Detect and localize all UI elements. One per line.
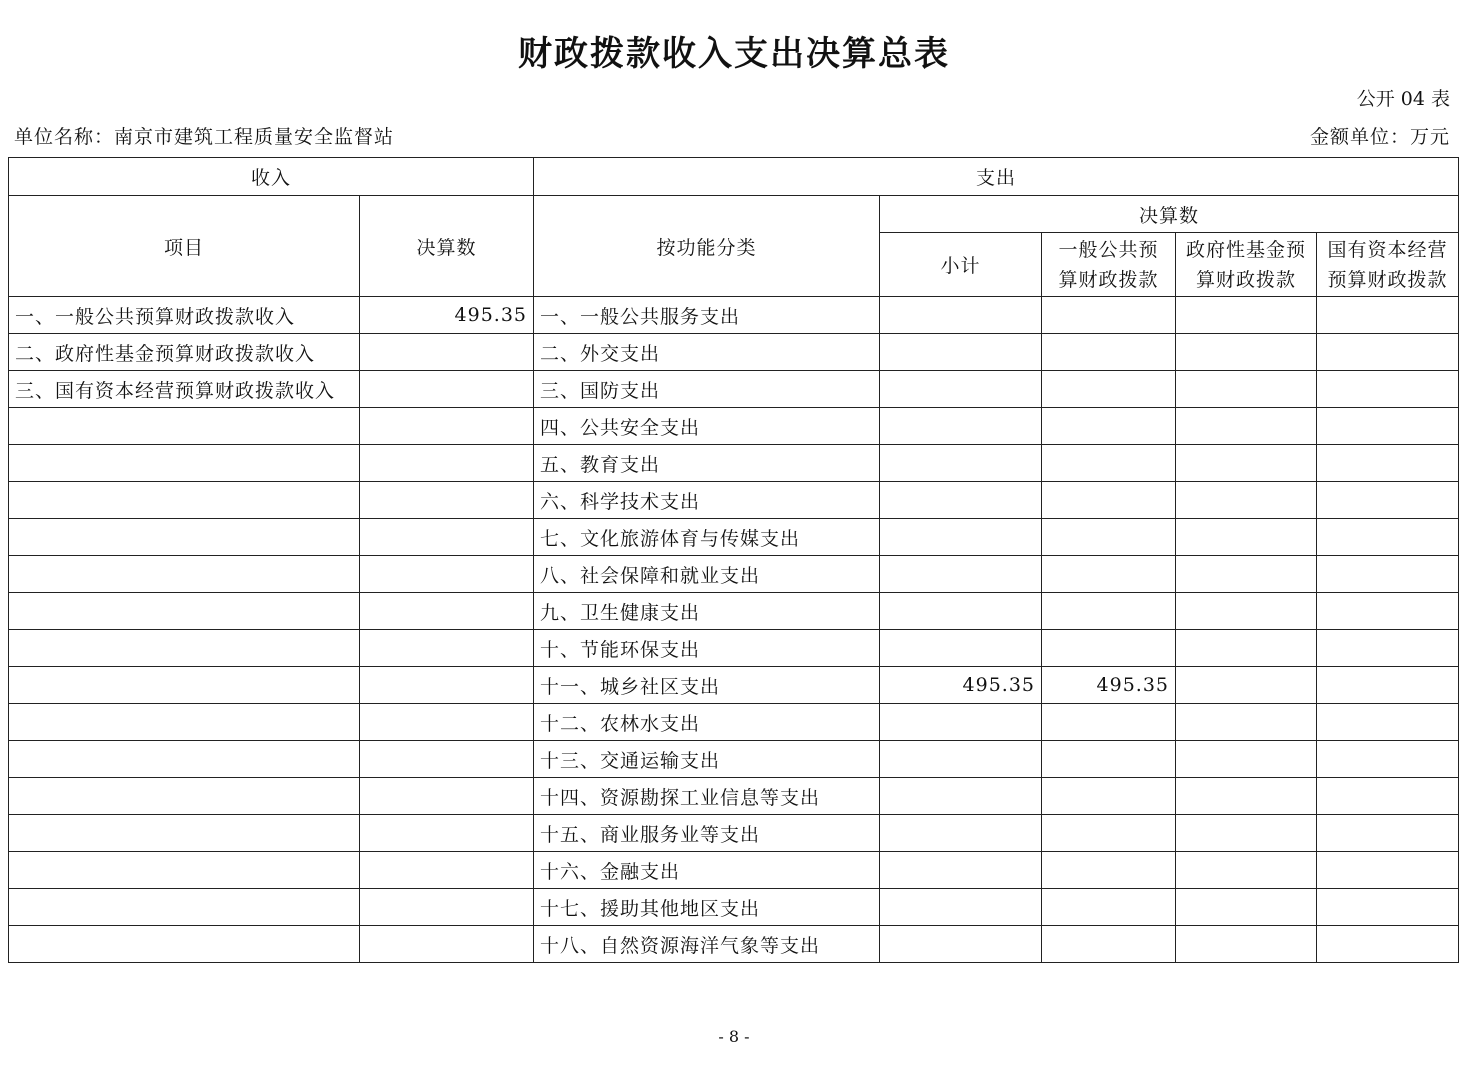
subtotal-cell: 495.35 <box>880 667 1042 704</box>
state-capital-cell <box>1317 334 1459 371</box>
state-capital-cell <box>1317 297 1459 334</box>
subtotal-cell <box>880 334 1042 371</box>
income-item-cell <box>9 852 360 889</box>
subtotal-header: 小计 <box>880 233 1042 297</box>
state-capital-header <box>1317 233 1459 297</box>
subtotal-cell <box>880 445 1042 482</box>
gov-fund-cell <box>1176 926 1317 963</box>
gov-fund-header-line1: 政府性基金预 <box>1186 238 1307 261</box>
income-item-cell <box>9 630 360 667</box>
income-header: 收入 <box>9 158 534 196</box>
income-amount-cell <box>360 334 534 371</box>
gov-fund-cell <box>1176 556 1317 593</box>
income-amount-cell: 495.35 <box>360 297 534 334</box>
general-budget-cell <box>1042 482 1176 519</box>
subtotal-cell <box>880 593 1042 630</box>
expense-item-cell: 二、外交支出 <box>534 334 880 371</box>
income-amount-cell <box>360 519 534 556</box>
subtotal-cell <box>880 926 1042 963</box>
expense-item-cell: 十五、商业服务业等支出 <box>534 815 880 852</box>
state-capital-cell <box>1317 519 1459 556</box>
gov-fund-cell <box>1176 593 1317 630</box>
money-unit: 金额单位：万元 <box>1309 126 1450 148</box>
income-item-cell <box>9 408 360 445</box>
general-budget-cell <box>1042 630 1176 667</box>
form-number: 公开 04 表 <box>1356 88 1450 110</box>
income-item-cell <box>9 778 360 815</box>
table-row <box>9 556 1459 593</box>
table-row <box>9 852 1459 889</box>
income-amount-cell <box>360 741 534 778</box>
general-budget-cell <box>1042 889 1176 926</box>
income-item-cell <box>9 556 360 593</box>
state-capital-cell <box>1317 556 1459 593</box>
subtotal-cell <box>880 815 1042 852</box>
income-amount-cell <box>360 630 534 667</box>
gov-fund-cell <box>1176 630 1317 667</box>
state-capital-cell <box>1317 741 1459 778</box>
gov-fund-cell <box>1176 519 1317 556</box>
state-capital-cell <box>1317 815 1459 852</box>
table-row <box>9 445 1459 482</box>
expense-item-cell: 十六、金融支出 <box>534 852 880 889</box>
general-budget-cell <box>1042 852 1176 889</box>
item-header: 项目 <box>9 196 360 297</box>
general-budget-cell <box>1042 371 1176 408</box>
state-capital-cell <box>1317 482 1459 519</box>
subtotal-cell <box>880 630 1042 667</box>
expense-item-cell: 七、文化旅游体育与传媒支出 <box>534 519 880 556</box>
table-row <box>9 297 1459 334</box>
expense-item-cell: 三、国防支出 <box>534 371 880 408</box>
gov-fund-cell <box>1176 297 1317 334</box>
expense-header: 支出 <box>534 158 1459 196</box>
general-budget-cell <box>1042 815 1176 852</box>
subtotal-cell <box>880 519 1042 556</box>
subtotal-cell <box>880 371 1042 408</box>
general-budget-cell <box>1042 704 1176 741</box>
gov-fund-cell <box>1176 815 1317 852</box>
table-row <box>9 926 1459 963</box>
gov-fund-header-line2: 算财政拨款 <box>1196 268 1297 291</box>
page-title: 财政拨款收入支出决算总表 <box>518 34 950 74</box>
income-item-cell: 三、国有资本经营预算财政拨款收入 <box>9 371 360 408</box>
income-item-cell <box>9 815 360 852</box>
income-amount-cell <box>360 667 534 704</box>
income-item-cell <box>9 704 360 741</box>
gov-fund-cell <box>1176 445 1317 482</box>
income-amount-cell <box>360 852 534 889</box>
gov-fund-cell <box>1176 741 1317 778</box>
income-item-cell <box>9 926 360 963</box>
expense-item-cell: 一、一般公共服务支出 <box>534 297 880 334</box>
expense-item-cell: 十二、农林水支出 <box>534 704 880 741</box>
table-row <box>9 889 1459 926</box>
state-capital-cell <box>1317 445 1459 482</box>
expense-item-cell: 十七、援助其他地区支出 <box>534 889 880 926</box>
expense-item-cell: 十、节能环保支出 <box>534 630 880 667</box>
expense-item-cell: 十一、城乡社区支出 <box>534 667 880 704</box>
expense-item-cell: 十三、交通运输支出 <box>534 741 880 778</box>
state-capital-cell <box>1317 704 1459 741</box>
state-capital-header-line1: 国有资本经营 <box>1327 238 1448 261</box>
general-budget-cell <box>1042 778 1176 815</box>
income-item-cell: 一、一般公共预算财政拨款收入 <box>9 297 360 334</box>
expense-item-cell: 六、科学技术支出 <box>534 482 880 519</box>
state-capital-cell <box>1317 852 1459 889</box>
state-capital-cell <box>1317 778 1459 815</box>
general-budget-header-line1: 一般公共预 <box>1058 238 1159 261</box>
table-row <box>9 519 1459 556</box>
state-capital-cell <box>1317 408 1459 445</box>
gov-fund-cell <box>1176 408 1317 445</box>
table-row <box>9 482 1459 519</box>
state-capital-cell <box>1317 667 1459 704</box>
income-amount-cell <box>360 482 534 519</box>
gov-fund-cell <box>1176 704 1317 741</box>
general-budget-cell <box>1042 297 1176 334</box>
subtotal-cell <box>880 741 1042 778</box>
income-amount-cell <box>360 408 534 445</box>
income-amount-cell <box>360 556 534 593</box>
expense-item-cell: 八、社会保障和就业支出 <box>534 556 880 593</box>
expense-item-cell: 十八、自然资源海洋气象等支出 <box>534 926 880 963</box>
gov-fund-cell <box>1176 371 1317 408</box>
income-item-cell <box>9 482 360 519</box>
expense-item-cell: 十四、资源勘探工业信息等支出 <box>534 778 880 815</box>
general-budget-cell <box>1042 334 1176 371</box>
state-capital-cell <box>1317 593 1459 630</box>
budget-table <box>8 157 1459 963</box>
unit-name: 单位名称：南京市建筑工程质量安全监督站 <box>14 126 395 148</box>
income-amount-cell <box>360 778 534 815</box>
income-amount-cell <box>360 593 534 630</box>
income-item-cell <box>9 519 360 556</box>
state-capital-cell <box>1317 371 1459 408</box>
table-row <box>9 778 1459 815</box>
table-row <box>9 334 1459 371</box>
state-capital-cell <box>1317 926 1459 963</box>
gov-fund-cell <box>1176 778 1317 815</box>
subtotal-cell <box>880 482 1042 519</box>
subtotal-cell <box>880 778 1042 815</box>
by-function-header: 按功能分类 <box>534 196 880 297</box>
subtotal-cell <box>880 889 1042 926</box>
general-budget-cell: 495.35 <box>1042 667 1176 704</box>
expense-item-cell: 四、公共安全支出 <box>534 408 880 445</box>
table-row <box>9 408 1459 445</box>
gov-fund-cell <box>1176 852 1317 889</box>
table-row <box>9 741 1459 778</box>
general-budget-cell <box>1042 556 1176 593</box>
subtotal-cell <box>880 852 1042 889</box>
income-amount-cell <box>360 889 534 926</box>
income-amount-cell <box>360 704 534 741</box>
income-amount-cell <box>360 815 534 852</box>
income-amount-cell <box>360 926 534 963</box>
general-budget-cell <box>1042 741 1176 778</box>
income-amount-cell <box>360 445 534 482</box>
general-budget-cell <box>1042 926 1176 963</box>
general-budget-cell <box>1042 408 1176 445</box>
subtotal-cell <box>880 556 1042 593</box>
final-amount-group-header: 决算数 <box>880 196 1459 233</box>
table-row <box>9 815 1459 852</box>
expense-item-cell: 九、卫生健康支出 <box>534 593 880 630</box>
gov-fund-cell <box>1176 334 1317 371</box>
income-item-cell <box>9 889 360 926</box>
income-item-cell: 二、政府性基金预算财政拨款收入 <box>9 334 360 371</box>
general-budget-cell <box>1042 593 1176 630</box>
subtotal-cell <box>880 704 1042 741</box>
income-item-cell <box>9 741 360 778</box>
general-budget-header <box>1042 233 1176 297</box>
general-budget-cell <box>1042 445 1176 482</box>
page-number: - 8 - <box>718 1027 750 1046</box>
gov-fund-cell <box>1176 482 1317 519</box>
general-budget-cell <box>1042 519 1176 556</box>
income-item-cell <box>9 445 360 482</box>
general-budget-header-line2: 算财政拨款 <box>1058 268 1159 291</box>
table-row <box>9 630 1459 667</box>
expense-item-cell: 五、教育支出 <box>534 445 880 482</box>
gov-fund-header <box>1176 233 1317 297</box>
gov-fund-cell <box>1176 667 1317 704</box>
final-amount-header: 决算数 <box>360 196 534 297</box>
state-capital-cell <box>1317 630 1459 667</box>
table-row <box>9 371 1459 408</box>
gov-fund-cell <box>1176 889 1317 926</box>
state-capital-cell <box>1317 889 1459 926</box>
income-amount-cell <box>360 371 534 408</box>
income-item-cell <box>9 593 360 630</box>
income-item-cell <box>9 667 360 704</box>
subtotal-cell <box>880 297 1042 334</box>
table-row <box>9 593 1459 630</box>
table-row <box>9 704 1459 741</box>
state-capital-header-line2: 预算财政拨款 <box>1327 268 1448 291</box>
subtotal-cell <box>880 408 1042 445</box>
table-row <box>9 667 1459 704</box>
